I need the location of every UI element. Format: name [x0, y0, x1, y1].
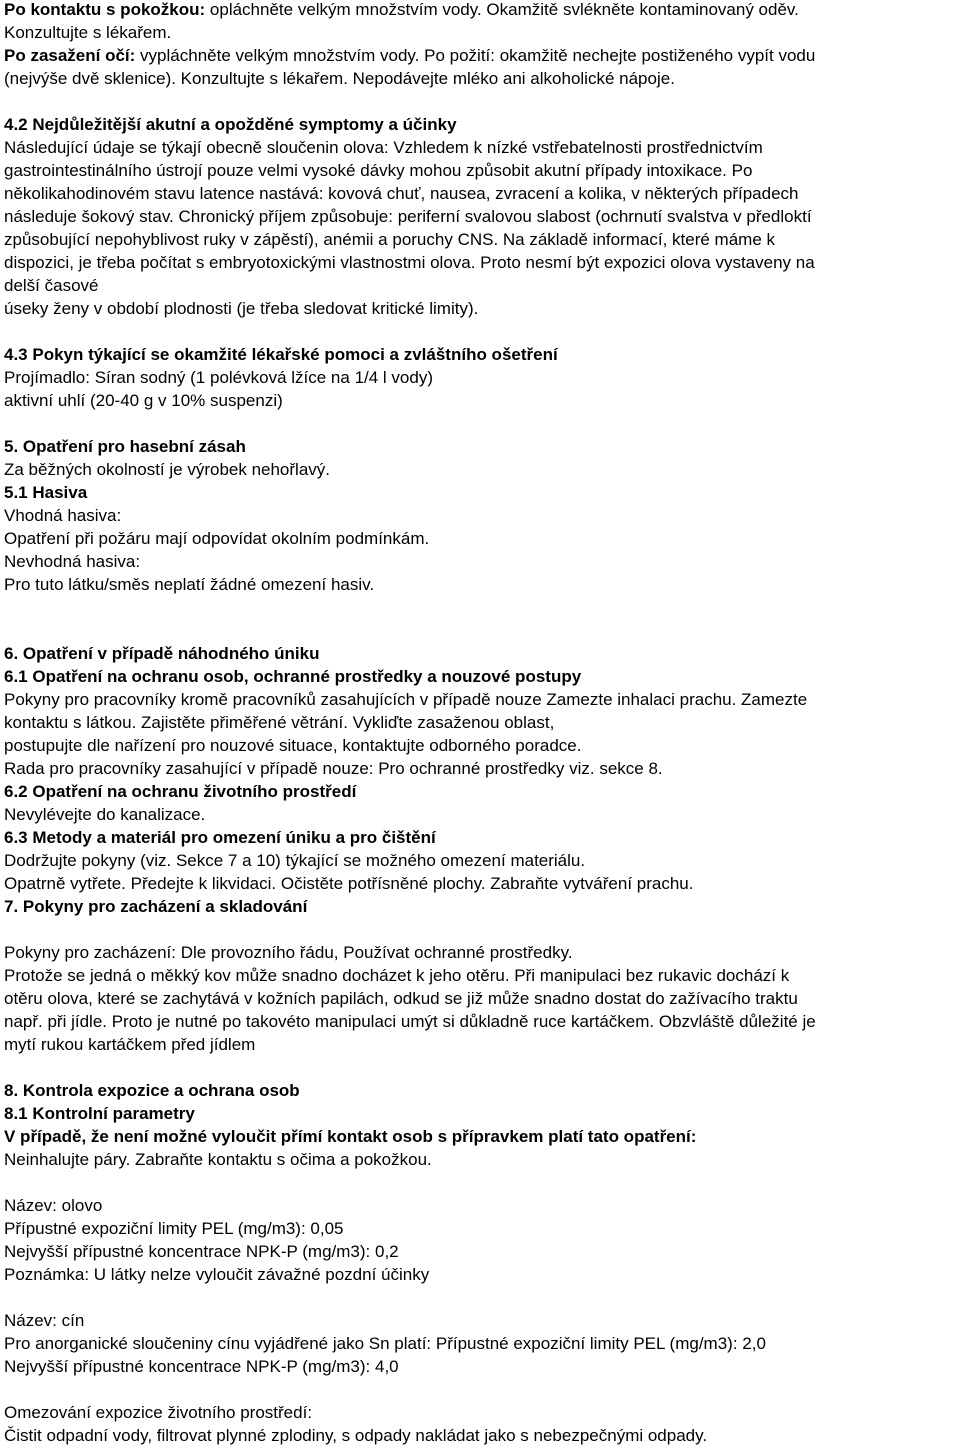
section-5-1-line: Nevhodná hasiva: [4, 552, 141, 571]
section-8-heading: 8. Kontrola expozice a ochrana osob [4, 1081, 300, 1100]
section-4-2-line: úseky ženy v období plodnosti (je třeba sledovat kritické limity). [4, 299, 479, 318]
section-4-2-line: několikahodinovém stavu latence nastává: kovová chuť, nausea, zvracení a kolika, v některých případech [4, 184, 799, 203]
section-4-3-line: Projímadlo: Síran sodný (1 polévková lžíce na 1/4 l vody) [4, 368, 433, 387]
section-8-1-heading: 8.1 Kontrolní parametry [4, 1104, 195, 1123]
section-7-line: Pokyny pro zacházení: Dle provozního řádu, Používat ochranné prostředky. [4, 943, 573, 962]
section-4-3-line: aktivní uhlí (20-40 g v 10% suspenzi) [4, 391, 283, 410]
section-6-heading: 6. Opatření v případě náhodného úniku [4, 644, 320, 663]
section-4-2-line: dispozici, je třeba počítat s embryotoxickými vlastnostmi olova. Proto nesmí být expozici olova vystaveny na [4, 253, 815, 272]
cin-line: Nejvyšší přípustné koncentrace NPK-P (mg/m3): 4,0 [4, 1357, 399, 1376]
eye-contact-line [4, 44, 958, 67]
section-8-1-line: Neinhalujte páry. Zabraňte kontaktu s očima a pokožkou. [4, 1150, 432, 1169]
section-6-1-line: Pokyny pro pracovníky kromě pracovníků zasahujících v případě nouze Zamezte inhalaci prachu. Zamezte [4, 690, 808, 709]
section-5-1-line: Vhodná hasiva: [4, 506, 122, 525]
skin-contact-line [4, 0, 958, 21]
section-7-line: Protože se jedná o měkký kov může snadno docházet k jeho otěru. Při manipulaci bez rukavic dochází k [4, 966, 790, 985]
section-5-1-heading: 5.1 Hasiva [4, 483, 88, 502]
section-4-2-line: gastrointestinálního ústrojí pouze velmi vysoké dávky mohou způsobit akutní případy intoxikace. Po [4, 161, 753, 180]
olovo-line: Název: olovo [4, 1196, 103, 1215]
eye-contact-label: Po zasažení očí: [4, 46, 136, 65]
eye-contact-line-2: (nejvýše dvě sklenice). Konzultujte s lékařem. Nepodávejte mléko ani alkoholické nápoje. [4, 69, 675, 88]
section-5-1-line: Opatření při požáru mají odpovídat okolním podmínkám. [4, 529, 430, 548]
skin-contact-label: Po kontaktu s pokožkou: [4, 0, 206, 19]
section-6-1-line: postupujte dle nařízení pro nouzové situace, kontaktujte odborného poradce. [4, 736, 582, 755]
eye-contact-text: vypláchněte velkým množstvím vody. Po požití: okamžitě nechejte postiženého vypít vodu [135, 46, 816, 65]
section-6-2-line: Nevylévejte do kanalizace. [4, 805, 206, 824]
section-5-line: Za běžných okolností je výrobek nehořlavý. [4, 460, 331, 479]
section-7-line: mytí rukou kartáčkem před jídlem [4, 1035, 256, 1054]
section-6-3-heading: 6.3 Metody a materiál pro omezení úniku a pro čištění [4, 828, 436, 847]
document-page [4, 0, 958, 1447]
section-6-2-heading: 6.2 Opatření na ochranu životního prostředí [4, 782, 357, 801]
section-6-1-line: kontaktu s látkou. Zajistěte přiměřené větrání. Vykliďte zasaženou oblast, [4, 713, 555, 732]
cin-line: Název: cín [4, 1311, 85, 1330]
skin-contact-line-2: Konzultujte s lékařem. [4, 23, 172, 42]
olovo-line: Nejvyšší přípustné koncentrace NPK-P (mg/m3): 0,2 [4, 1242, 399, 1261]
olovo-line: Poznámka: U látky nelze vyloučit závažné pozdní účinky [4, 1265, 430, 1284]
section-7-heading: 7. Pokyny pro zacházení a skladování [4, 897, 308, 916]
section-7-line: např. při jídle. Proto je nutné po takovéto manipulaci umýt si důkladně ruce kartáčkem. Obzvláště důležité je [4, 1012, 816, 1031]
section-5-heading: 5. Opatření pro hasební zásah [4, 437, 246, 456]
section-6-3-line: Opatrně vytřete. Předejte k likvidaci. Očistěte potřísněné plochy. Zabraňte vytváření prachu. [4, 874, 694, 893]
olovo-line: Přípustné expoziční limity PEL (mg/m3): 0,05 [4, 1219, 344, 1238]
env-line: Čistit odpadní vody, filtrovat plynné zplodiny, s odpady nakládat jako s nebezpečnými odpady. [4, 1426, 708, 1445]
section-6-1-line: Rada pro pracovníky zasahující v případě nouze: Pro ochranné prostředky viz. sekce 8. [4, 759, 663, 778]
env-line: Omezování expozice životního prostředí: [4, 1403, 313, 1422]
section-4-2-line: následuje šokový stav. Chronický příjem způsobuje: periferní svalovou slabost (ochrnutí svalstva v předloktí [4, 207, 812, 226]
section-4-2-line: způsobující nepohyblivost ruky v zápěstí), anémii a poruchy CNS. Na základě informací, které máme k [4, 230, 776, 249]
section-7-line: otěru olova, které se zachytává v kožních papilách, odkud se již může snadno dostat do zažívacího traktu [4, 989, 798, 1008]
cin-line: Pro anorganické sloučeniny cínu vyjádřené jako Sn platí: Přípustné expoziční limity PEL (mg/m3): 2,0 [4, 1334, 766, 1353]
section-4-2-line: Následující údaje se týkají obecně sloučenin olova: Vzhledem k nízké vstřebatelnosti prostřednictvím [4, 138, 763, 157]
skin-contact-text: opláchněte velkým množstvím vody. Okamžitě svlékněte kontaminovaný oděv. [205, 0, 799, 19]
section-4-2-heading: 4.2 Nejdůležitější akutní a opožděné symptomy a účinky [4, 115, 457, 134]
section-6-3-line: Dodržujte pokyny (viz. Sekce 7 a 10) týkající se možného omezení materiálu. [4, 851, 586, 870]
section-6-1-heading: 6.1 Opatření na ochranu osob, ochranné prostředky a nouzové postupy [4, 667, 582, 686]
section-5-1-line: Pro tuto látku/směs neplatí žádné omezení hasiv. [4, 575, 375, 594]
section-4-3-heading: 4.3 Pokyn týkající se okamžité lékařské pomoci a zvláštního ošetření [4, 345, 558, 364]
section-8-1-bold-line: V případě, že není možné vyloučit přímí kontakt osob s přípravkem platí tato opatření: [4, 1127, 697, 1146]
section-4-2-line: delší časové [4, 276, 99, 295]
